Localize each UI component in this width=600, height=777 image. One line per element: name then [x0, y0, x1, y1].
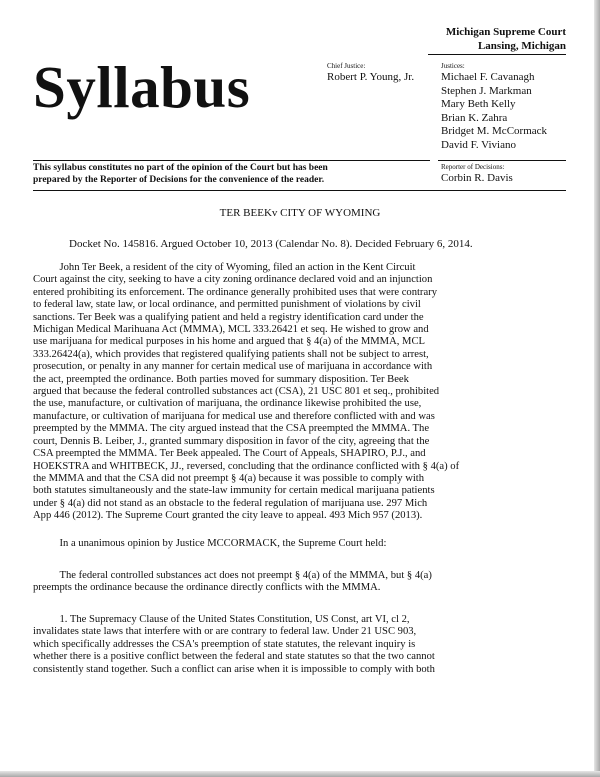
disclaimer-line: This syllabus constitutes no part of the opinion of the Court but has been [33, 163, 328, 173]
page-edge-bottom [0, 771, 600, 777]
justice-name: Bridget M. McCormack [441, 125, 548, 138]
summary-paragraph-line: both statutes simultaneously and the state-law immunity for certain medical marijuana patients [33, 485, 435, 497]
header-bottom-divider [33, 190, 566, 191]
summary-paragraph-line: argued that because the federal controlled substances act (CSA), 21 USC 801 et seq., prohibited [33, 386, 440, 398]
holding-paragraph [33, 570, 566, 595]
reporter-label: Reporter of Decisions: [441, 163, 505, 171]
chief-justice-name: Robert P. Young, Jr. [327, 71, 415, 83]
justice-name: David F. Viviano [441, 138, 516, 151]
summary-paragraph-line: the act, preempted the ordinance. Both parties moved for summary disposition. Ter Beek [33, 373, 409, 385]
opinion-intro-text: In a unanimous opinion by Justice MCCORMACK, the Supreme Court held: [33, 538, 387, 549]
summary-paragraph-line: John Ter Beek, a resident of the city of Wyoming, filed an action in the Kent Circuit [33, 262, 416, 273]
docket-line: Docket No. 145816. Argued October 10, 2013 (Calendar No. 8). Decided February 6, 2014. [69, 238, 473, 250]
opinion-intro [33, 538, 566, 550]
summary-paragraph-line: HOEKSTRA and WHITBECK, JJ., reversed, concluding that the ordinance conflicted with § 4(a) of [33, 460, 460, 472]
case-title: TER BEEKv CITY OF WYOMING [219, 207, 381, 219]
disclaimer [33, 162, 413, 186]
point-one-paragraph-line: consistently stand together. Such a conflict can arise when it is impossible to comply with both [33, 663, 435, 675]
reporter-block [441, 163, 513, 185]
chief-justice-block [327, 62, 414, 84]
justice-name: Mary Beth Kelly [441, 98, 516, 111]
summary-paragraph-line: App 446 (2012). The Supreme Court granted the city leave to appeal. 493 Mich 957 (2013). [33, 510, 423, 522]
summary-paragraph-line: Michigan Medical Marihuana Act (MMMA), MCL 333.26421 et seq. He wished to grow and [33, 324, 429, 336]
summary-paragraph-line: manufacture, or cultivation of marijuana for medical use and therefore conflicted with and was [33, 410, 435, 422]
summary-paragraph-line: under § 4(a) did not stand as an obstacle to the federal regulation of marijuana use. 297 Mich [33, 497, 428, 509]
holding-paragraph-line: preempts the ordinance because the ordinance directly conflicts with the MMMA. [33, 582, 381, 594]
summary-paragraph-line: prosecution, or penalty in any manner for certain medical use of marijuana in accordance with [33, 361, 433, 373]
summary-paragraph-line: the MMMA and that the CSA did not preempt § 4(a) because it was possible to comply with [33, 472, 425, 484]
header-divider-right [438, 160, 566, 161]
justice-name: Stephen J. Markman [441, 84, 532, 97]
point-one-paragraph [33, 614, 566, 676]
court-name: Michigan Supreme Court [445, 26, 566, 38]
point-one-paragraph-line: whether there is a positive conflict between the federal and state statutes so that the two cannot [33, 651, 435, 663]
reporter-name: Corbin R. Davis [441, 172, 513, 184]
summary-paragraph-line: 333.26424(a), which provides that registered qualifying patients shall not be subject to arrest, [33, 348, 429, 360]
page-edge-right [594, 0, 600, 777]
syllabus-title: Syllabus [33, 54, 251, 120]
summary-paragraph-line: court, Dennis B. Leiber, J., granted summary disposition in favor of the city, agreeing that the [33, 435, 430, 447]
justice-name: Brian K. Zahra [441, 111, 508, 124]
point-one-paragraph-line: 1. The Supremacy Clause of the United States Constitution, US Const, art VI, cl 2, [33, 614, 410, 625]
disclaimer-line: prepared by the Reporter of Decisions for the convenience of the reader. [33, 175, 325, 186]
justice-name: Michael F. Cavanagh [441, 71, 535, 83]
holding-paragraph-line: The federal controlled substances act does not preempt § 4(a) of the MMMA, but § 4(a) [33, 570, 432, 581]
chief-justice-label: Chief Justice: [327, 62, 366, 70]
summary-paragraph-line: CSA preempted the MMMA. Ter Beek appealed. The Court of Appeals, SHAPIRO, P.J., and [33, 448, 426, 460]
summary-paragraph-line: to federal law, state law, or local ordinance, and permitted punishment of violations by civil [33, 299, 421, 311]
summary-paragraph-line: use marijuana for medical purposes in his home and argued that § 4(a) of the MMMA, MCL [33, 336, 425, 348]
summary-paragraph-line: entered prohibiting its enforcement. The ordinance generally prohibited uses that were contrary [33, 286, 437, 298]
point-one-paragraph-line: invalidates state laws that interfere with or are contrary to federal law. Under 21 USC 903, [33, 626, 417, 638]
justices-block [441, 62, 547, 153]
point-one-paragraph-line: which specifically addresses the CSA's preemption of state statutes, the relevant inquiry is [33, 638, 416, 650]
court-location: Lansing, Michigan [477, 40, 566, 52]
justices-label: Justices: [441, 62, 465, 70]
court-divider [428, 54, 566, 55]
summary-paragraph-line: Court against the city, seeking to have a city zoning ordinance declared void and an injunction [33, 274, 433, 286]
summary-paragraph-line: preempted by the MMMA. The city argued instead that the CSA preempted the MMMA. The [33, 423, 430, 435]
summary-paragraph-line: sanctions. Ter Beek was a qualifying patient and held a registry identification card under the [33, 311, 424, 323]
summary-paragraph-line: the use, manufacture, or cultivation of marijuana, the ordinance likewise prohibited the use, [33, 398, 422, 410]
header-divider-left [33, 160, 430, 161]
court-header [446, 25, 566, 53]
summary-paragraph [33, 262, 566, 523]
opinion-intro-line [33, 538, 566, 550]
